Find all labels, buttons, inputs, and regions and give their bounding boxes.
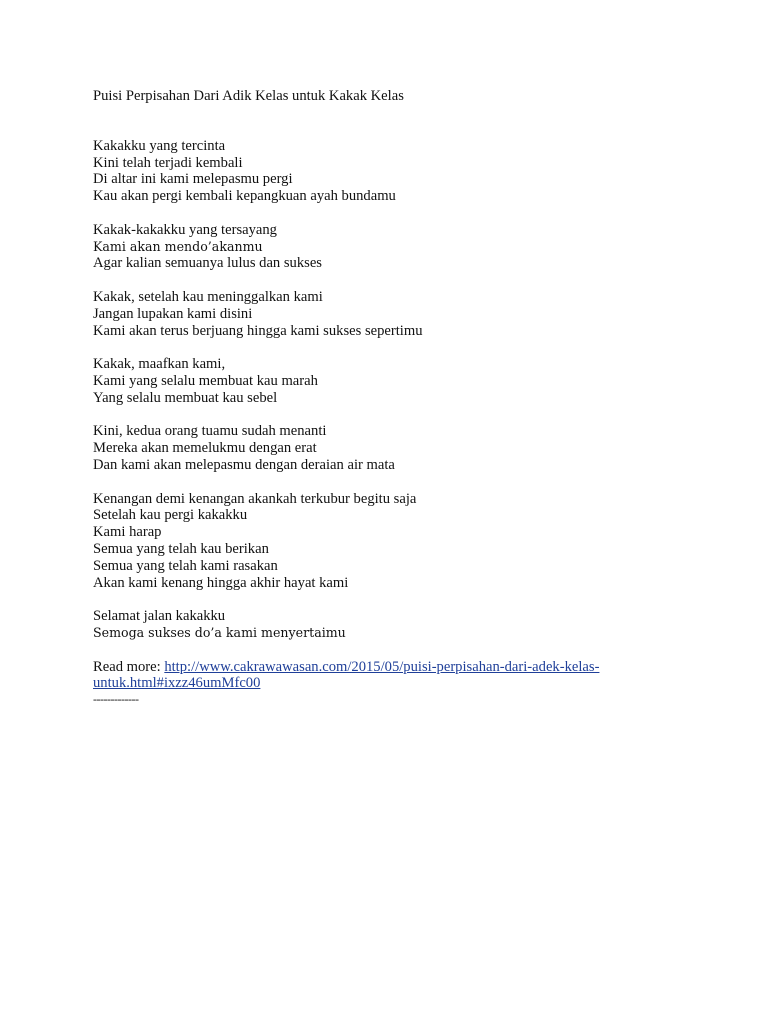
document-title: Puisi Perpisahan Dari Adik Kelas untuk Kakak Kelas bbox=[93, 88, 404, 104]
stanza-2 bbox=[93, 222, 713, 272]
stanza-5 bbox=[93, 423, 713, 473]
stanza-6 bbox=[93, 491, 713, 592]
poem-line: Semua yang telah kami rasakan bbox=[93, 557, 278, 574]
poem-line: Semua yang telah kau berikan bbox=[93, 540, 269, 557]
read-more-link-text-1: http://www.cakrawawasan.com/2015/05/puisi-perpisahan-dari-adek-kelas- bbox=[164, 658, 600, 675]
poem-line: Kakak-kakakku yang tersayang bbox=[93, 221, 277, 238]
poem-line: Kakak, maafkan kami, bbox=[93, 356, 226, 373]
poem-line: Setelah kau pergi kakakku bbox=[93, 507, 248, 524]
poem-line: Jangan lupakan kami disini bbox=[93, 305, 253, 322]
poem-line: Kami akan mendo’akanmu bbox=[93, 238, 263, 254]
read-more-paragraph bbox=[93, 659, 713, 693]
read-more-link-text-2: untuk.html#ixzz46umMfc00 bbox=[93, 675, 261, 692]
read-more-label: Read more: bbox=[93, 658, 165, 675]
poem-line: Di altar ini kami melepasmu pergi bbox=[93, 171, 293, 188]
stanza-4 bbox=[93, 356, 713, 406]
poem-body bbox=[93, 138, 713, 642]
poem-line: Kami yang selalu membuat kau marah bbox=[93, 372, 318, 389]
stanza-7 bbox=[93, 608, 713, 642]
poem-line: Kami harap bbox=[93, 524, 162, 541]
poem-line: Semoga sukses do’a kami menyertaimu bbox=[93, 624, 346, 640]
divider-dashes: ------------- bbox=[93, 692, 139, 707]
poem-line: Kakak, setelah kau meninggalkan kami bbox=[93, 288, 323, 305]
poem-line: Kami akan terus berjuang hingga kami sukses sepertimu bbox=[93, 322, 423, 339]
stanza-3 bbox=[93, 289, 713, 339]
poem-line: Mereka akan memelukmu dengan erat bbox=[93, 440, 317, 457]
poem-line: Dan kami akan melepasmu dengan deraian air mata bbox=[93, 456, 395, 473]
poem-line: Yang selalu membuat kau sebel bbox=[93, 389, 278, 406]
poem-line: Kini telah terjadi kembali bbox=[93, 154, 243, 171]
document-page bbox=[93, 88, 713, 706]
poem-line: Akan kami kenang hingga akhir hayat kami bbox=[93, 574, 349, 591]
stanza-1 bbox=[93, 138, 713, 205]
poem-line: Kenangan demi kenangan akankah terkubur begitu saja bbox=[93, 490, 417, 507]
poem-line: Selamat jalan kakakku bbox=[93, 608, 226, 625]
read-more-link[interactable] bbox=[93, 659, 599, 692]
poem-line: Kini, kedua orang tuamu sudah menanti bbox=[93, 423, 327, 440]
poem-line: Kau akan pergi kembali kepangkuan ayah bundamu bbox=[93, 188, 396, 205]
poem-line: Agar kalian semuanya lulus dan sukses bbox=[93, 255, 322, 272]
poem-line: Kakakku yang tercinta bbox=[93, 137, 226, 154]
